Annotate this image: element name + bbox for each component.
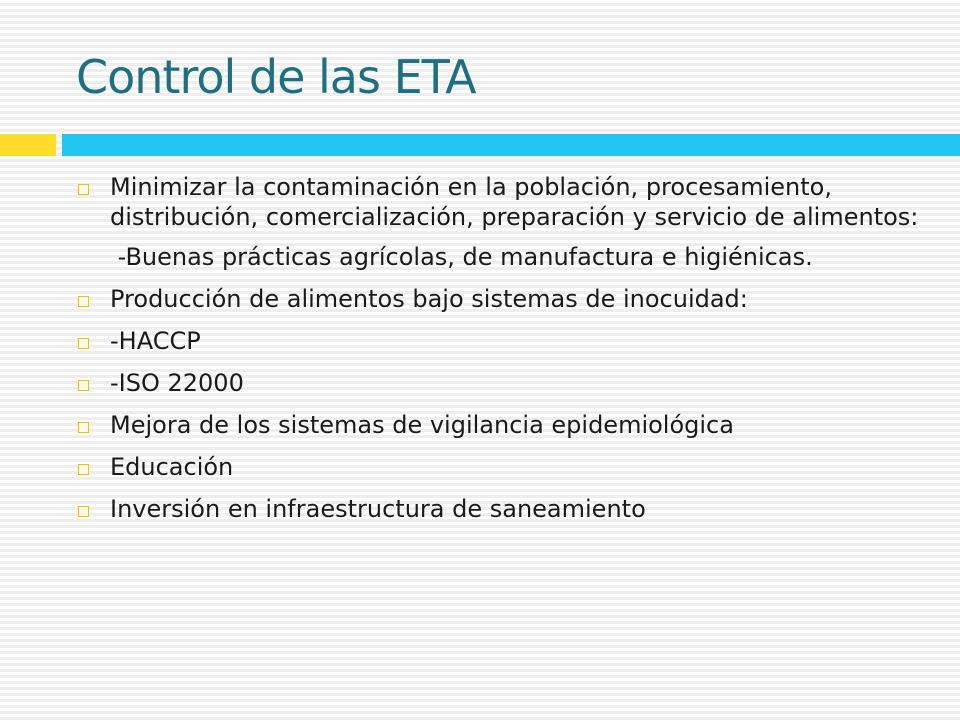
sub-item bbox=[76, 242, 936, 272]
sub-item-text: -Buenas prácticas agrícolas, de manufactura e higiénicas. bbox=[110, 243, 813, 271]
square-bullet-icon bbox=[78, 338, 89, 349]
list-item bbox=[76, 368, 936, 398]
list-item bbox=[76, 326, 936, 356]
list-item bbox=[76, 172, 936, 232]
list-item-text: Minimizar la contaminación en la población, procesamiento, distribución, comercialización, preparación y servicio de alimentos: bbox=[110, 173, 919, 231]
bullet-list bbox=[76, 172, 936, 536]
square-bullet-icon bbox=[78, 506, 89, 517]
list-item-text: -ISO 22000 bbox=[110, 369, 244, 397]
square-bullet-icon bbox=[78, 296, 89, 307]
square-bullet-icon bbox=[78, 184, 89, 195]
list-item bbox=[76, 494, 936, 524]
list-item-text: Educación bbox=[110, 453, 234, 481]
square-bullet-icon bbox=[78, 380, 89, 391]
accent-bar-yellow bbox=[0, 134, 56, 156]
list-item-text: Inversión en infraestructura de saneamiento bbox=[110, 495, 646, 523]
list-item-text: Producción de alimentos bajo sistemas de inocuidad: bbox=[110, 285, 748, 313]
list-item bbox=[76, 284, 936, 314]
accent-bar-blue bbox=[62, 134, 960, 156]
list-item bbox=[76, 410, 936, 440]
list-item bbox=[76, 452, 936, 482]
slide-title: Control de las ETA bbox=[76, 50, 476, 104]
list-item-text: -HACCP bbox=[110, 327, 201, 355]
square-bullet-icon bbox=[78, 422, 89, 433]
square-bullet-icon bbox=[78, 464, 89, 475]
list-item-text: Mejora de los sistemas de vigilancia epidemiológica bbox=[110, 411, 734, 439]
